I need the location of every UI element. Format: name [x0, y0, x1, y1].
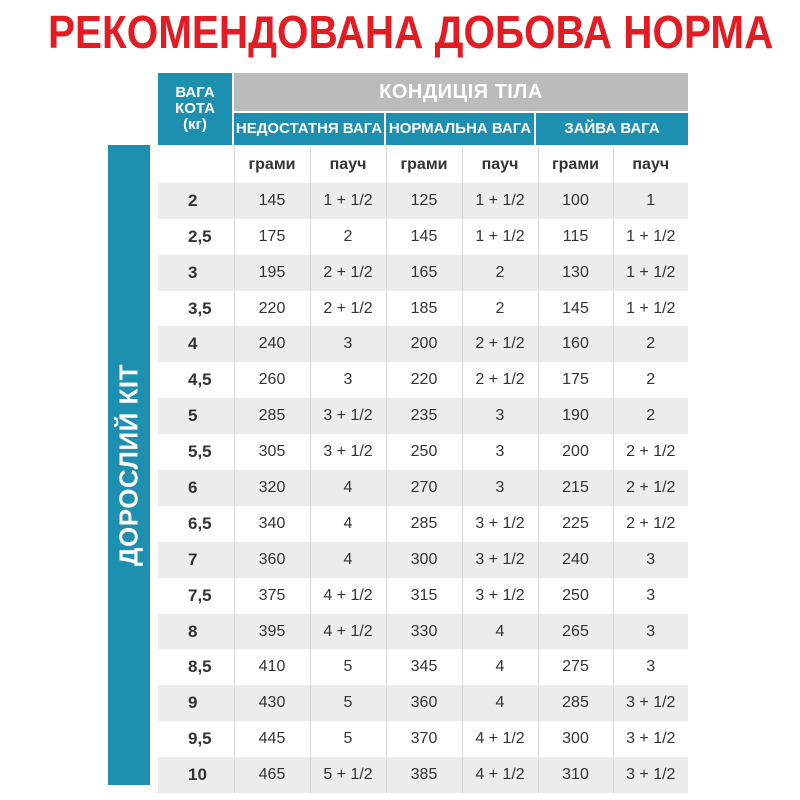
pouch-cell: 5 [310, 649, 386, 685]
pouch-cell: 4 [310, 542, 386, 578]
pouch-cell: 3 + 1/2 [613, 685, 688, 721]
pouch-cell: 5 [310, 721, 386, 757]
grams-cell: 305 [234, 434, 310, 470]
pouch-cell: 3 + 1/2 [462, 578, 538, 614]
grams-cell: 220 [386, 362, 462, 398]
pouch-cell: 4 + 1/2 [310, 578, 386, 614]
weight-cell: 8,5 [188, 657, 212, 677]
grams-cell: 375 [234, 578, 310, 614]
table-row [158, 470, 688, 506]
pouch-cell: 4 + 1/2 [462, 757, 538, 793]
grams-cell: 395 [234, 614, 310, 650]
weight-column-header [158, 73, 232, 145]
grams-cell: 130 [538, 255, 613, 291]
weight-cell: 4,5 [188, 370, 212, 390]
grams-cell: 100 [538, 183, 613, 219]
grams-cell: 240 [538, 542, 613, 578]
grams-cell: 165 [386, 255, 462, 291]
grams-cell: 240 [234, 326, 310, 362]
page-title: РЕКОМЕНДОВАНА ДОБОВА НОРМА [48, 6, 774, 58]
pouch-cell: 2 + 1/2 [613, 470, 688, 506]
table-row [158, 506, 688, 542]
grams-cell: 270 [386, 470, 462, 506]
pouch-cell: 2 [462, 255, 538, 291]
grams-cell: 370 [386, 721, 462, 757]
pouch-cell: 4 [462, 614, 538, 650]
pouch-cell: 2 [613, 362, 688, 398]
subheader-row [158, 147, 688, 183]
table-row [158, 649, 688, 685]
pouch-cell: 2 [613, 326, 688, 362]
weight-cell: 6 [158, 470, 234, 506]
pouch-cell: 3 [310, 362, 386, 398]
grams-cell: 235 [386, 398, 462, 434]
pouch-cell: 1 + 1/2 [613, 255, 688, 291]
pouch-cell: 3 [613, 542, 688, 578]
grams-cell: 145 [234, 183, 310, 219]
grams-cell: 200 [538, 434, 613, 470]
feeding-table-body [158, 147, 688, 793]
weight-cell: 6,5 [188, 513, 212, 533]
grams-cell: 360 [234, 542, 310, 578]
pouch-cell: 3 + 1/2 [310, 398, 386, 434]
pouch-cell: 4 [310, 470, 386, 506]
feeding-table [158, 147, 688, 793]
grams-cell: 225 [538, 506, 613, 542]
table-row [158, 398, 688, 434]
pouch-cell: 1 + 1/2 [462, 183, 538, 219]
table-row [158, 578, 688, 614]
grams-cell: 220 [234, 291, 310, 327]
pouch-cell: 3 [462, 398, 538, 434]
grams-cell: 190 [538, 398, 613, 434]
pouch-cell: 3 [310, 326, 386, 362]
pouch-cell: 3 + 1/2 [462, 506, 538, 542]
grams-cell: 200 [386, 326, 462, 362]
grams-cell: 215 [538, 470, 613, 506]
subheader-cell: грами [386, 147, 462, 183]
grams-cell: 160 [538, 326, 613, 362]
weight-cell: 5 [158, 398, 234, 434]
side-label-adult-cat [108, 145, 150, 785]
weight-header-line: КОТА [175, 100, 215, 117]
pouch-cell: 1 + 1/2 [613, 219, 688, 255]
table-row [158, 721, 688, 757]
pouch-cell: 2 + 1/2 [310, 291, 386, 327]
grams-cell: 265 [538, 614, 613, 650]
pouch-cell: 3 [613, 614, 688, 650]
grams-cell: 300 [386, 542, 462, 578]
subheader-cell-empty [158, 147, 234, 183]
grams-cell: 185 [386, 291, 462, 327]
subheader-cell: пауч [462, 147, 538, 183]
grams-cell: 250 [386, 434, 462, 470]
grams-cell: 285 [538, 685, 613, 721]
weight-header-line: ВАГА [175, 84, 215, 101]
weight-cell: 10 [158, 757, 234, 793]
table-row [158, 291, 688, 327]
pouch-cell: 2 + 1/2 [613, 434, 688, 470]
weight-cell: 2 [158, 183, 234, 219]
table-row [158, 362, 688, 398]
pouch-cell: 4 + 1/2 [462, 721, 538, 757]
grams-cell: 115 [538, 219, 613, 255]
table-row [158, 434, 688, 470]
body-condition-header: КОНДИЦІЯ ТІЛА [234, 73, 688, 111]
pouch-cell: 5 [310, 685, 386, 721]
weight-cell: 9 [158, 685, 234, 721]
grams-cell: 345 [386, 649, 462, 685]
pouch-cell: 3 + 1/2 [613, 757, 688, 793]
grams-cell: 340 [234, 506, 310, 542]
grams-cell: 145 [538, 291, 613, 327]
grams-cell: 330 [386, 614, 462, 650]
weight-header-line: (кг) [183, 116, 207, 133]
pouch-cell: 4 + 1/2 [310, 614, 386, 650]
group-header-underweight: НЕДОСТАТНЯ ВАГА [234, 113, 384, 145]
side-label-text: ДОРОСЛИЙ КІТ [113, 364, 144, 566]
pouch-cell: 1 [613, 183, 688, 219]
grams-cell: 285 [386, 506, 462, 542]
grams-cell: 360 [386, 685, 462, 721]
pouch-cell: 5 + 1/2 [310, 757, 386, 793]
pouch-cell: 2 + 1/2 [310, 255, 386, 291]
pouch-cell: 2 + 1/2 [613, 506, 688, 542]
pouch-cell: 3 [613, 649, 688, 685]
grams-cell: 320 [234, 470, 310, 506]
group-header-normal-weight: НОРМАЛЬНА ВАГА [386, 113, 534, 145]
pouch-cell: 2 [310, 219, 386, 255]
pouch-cell: 2 [462, 291, 538, 327]
grams-cell: 250 [538, 578, 613, 614]
grams-cell: 285 [234, 398, 310, 434]
weight-cell: 7,5 [188, 585, 212, 605]
table-row [158, 255, 688, 291]
pouch-cell: 3 [613, 578, 688, 614]
table-row [158, 219, 688, 255]
grams-cell: 175 [234, 219, 310, 255]
grams-cell: 465 [234, 757, 310, 793]
weight-cell: 2,5 [188, 226, 212, 246]
grams-cell: 445 [234, 721, 310, 757]
table-row [158, 757, 688, 793]
weight-cell: 9,5 [188, 729, 212, 749]
subheader-cell: пауч [613, 147, 688, 183]
grams-cell: 145 [386, 219, 462, 255]
pouch-cell: 2 [613, 398, 688, 434]
grams-cell: 175 [538, 362, 613, 398]
pouch-cell: 3 [462, 434, 538, 470]
pouch-cell: 4 [310, 506, 386, 542]
pouch-cell: 1 + 1/2 [462, 219, 538, 255]
subheader-cell: пауч [310, 147, 386, 183]
group-header-overweight: ЗАЙВА ВАГА [536, 113, 688, 145]
table-row [158, 685, 688, 721]
weight-cell: 3,5 [188, 298, 212, 318]
grams-cell: 195 [234, 255, 310, 291]
subheader-cell: грами [538, 147, 613, 183]
grams-cell: 310 [538, 757, 613, 793]
table-row [158, 542, 688, 578]
pouch-cell: 1 + 1/2 [613, 291, 688, 327]
weight-cell: 5,5 [188, 442, 212, 462]
grams-cell: 125 [386, 183, 462, 219]
table-row [158, 183, 688, 219]
table-row [158, 326, 688, 362]
grams-cell: 260 [234, 362, 310, 398]
pouch-cell: 1 + 1/2 [310, 183, 386, 219]
table-row [158, 614, 688, 650]
weight-cell: 4 [158, 326, 234, 362]
pouch-cell: 2 + 1/2 [462, 362, 538, 398]
pouch-cell: 2 + 1/2 [462, 326, 538, 362]
grams-cell: 385 [386, 757, 462, 793]
pouch-cell: 3 + 1/2 [310, 434, 386, 470]
subheader-cell: грами [234, 147, 310, 183]
grams-cell: 300 [538, 721, 613, 757]
grams-cell: 275 [538, 649, 613, 685]
pouch-cell: 3 + 1/2 [462, 542, 538, 578]
pouch-cell: 3 [462, 470, 538, 506]
weight-cell: 8 [158, 614, 234, 650]
pouch-cell: 4 [462, 685, 538, 721]
grams-cell: 315 [386, 578, 462, 614]
pouch-cell: 4 [462, 649, 538, 685]
weight-cell: 3 [158, 255, 234, 291]
pouch-cell: 3 + 1/2 [613, 721, 688, 757]
grams-cell: 410 [234, 649, 310, 685]
weight-cell: 7 [158, 542, 234, 578]
grams-cell: 430 [234, 685, 310, 721]
